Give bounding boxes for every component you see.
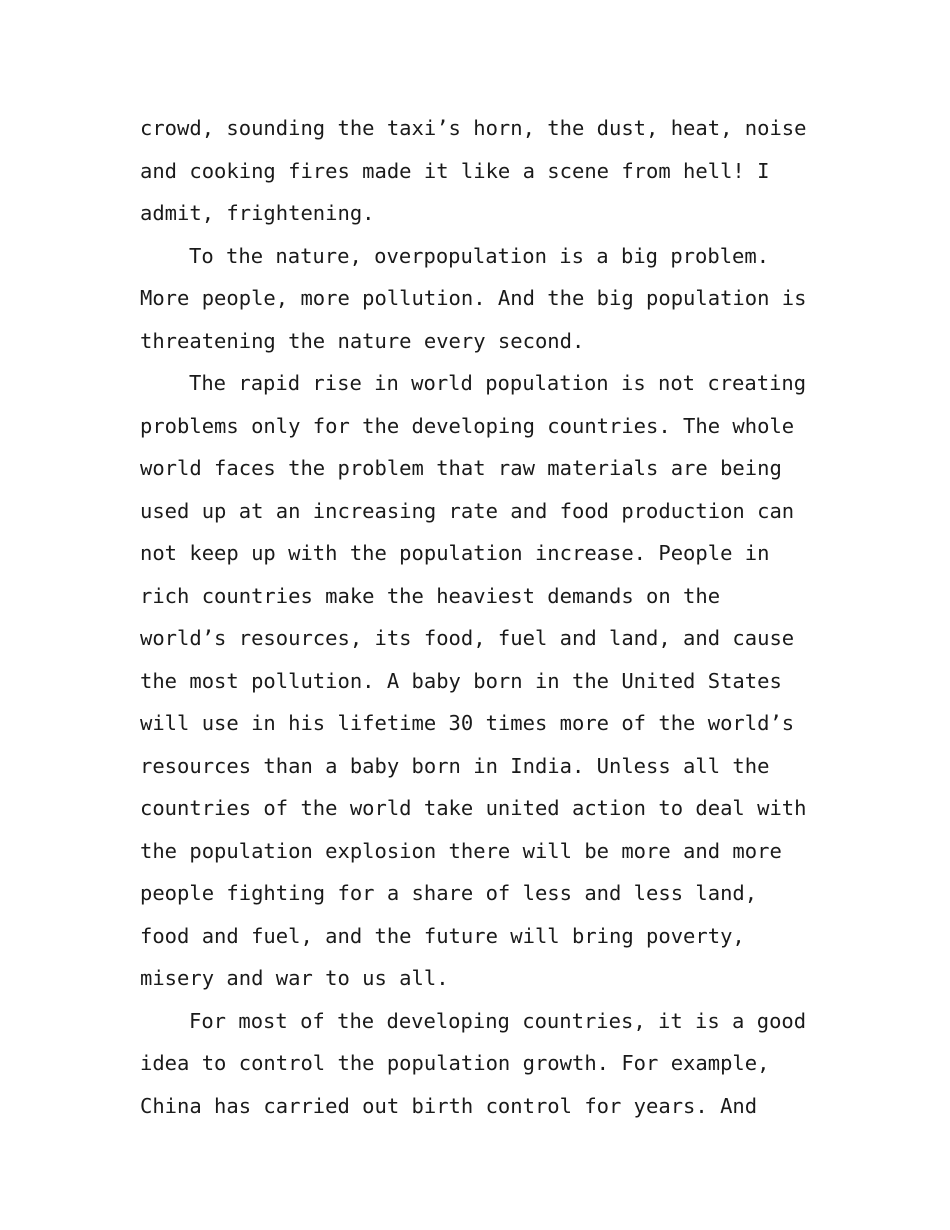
text-line: resources than a baby born in India. Unless all the: [140, 753, 770, 778]
text-line: the population explosion there will be more and more: [140, 838, 782, 863]
text-line: To the nature, overpopulation is a big problem.: [189, 243, 770, 268]
text-line: threatening the nature every second.: [140, 328, 585, 353]
text-line: For most of the developing countries, it is a good: [189, 1008, 807, 1033]
text-line: crowd, sounding the taxi’s horn, the dust, heat, noise: [140, 116, 807, 140]
text-line: rich countries make the heaviest demands on the: [140, 583, 721, 608]
text-line: problems only for the developing countries. The whole: [140, 413, 795, 438]
text-line: admit, frightening.: [140, 201, 375, 225]
text-line: used up at an increasing rate and food production can: [140, 498, 795, 523]
text-line: world faces the problem that raw materials are being: [140, 456, 782, 480]
text-line: and cooking fires made it like a scene from hell! I: [140, 158, 770, 183]
text-line: not keep up with the population increase. People in: [140, 541, 770, 565]
document-body: [140, 107, 820, 1127]
text-line: The rapid rise in world population is not creating: [189, 371, 807, 395]
text-line: world’s resources, its food, fuel and land, and cause: [140, 626, 795, 650]
text-line: food and fuel, and the future will bring poverty,: [140, 923, 745, 948]
text-line: More people, more pollution. And the big population is: [140, 286, 807, 310]
text-line: will use in his lifetime 30 times more of the world’s: [140, 711, 795, 735]
text-line: idea to control the population growth. For example,: [140, 1051, 770, 1075]
text-line: people fighting for a share of less and less land,: [140, 881, 758, 905]
text-line: countries of the world take united action to deal with: [140, 796, 807, 820]
text-line: the most pollution. A baby born in the United States: [140, 668, 782, 693]
text-line: China has carried out birth control for years. And: [140, 1093, 758, 1118]
text-line: misery and war to us all.: [140, 966, 449, 990]
